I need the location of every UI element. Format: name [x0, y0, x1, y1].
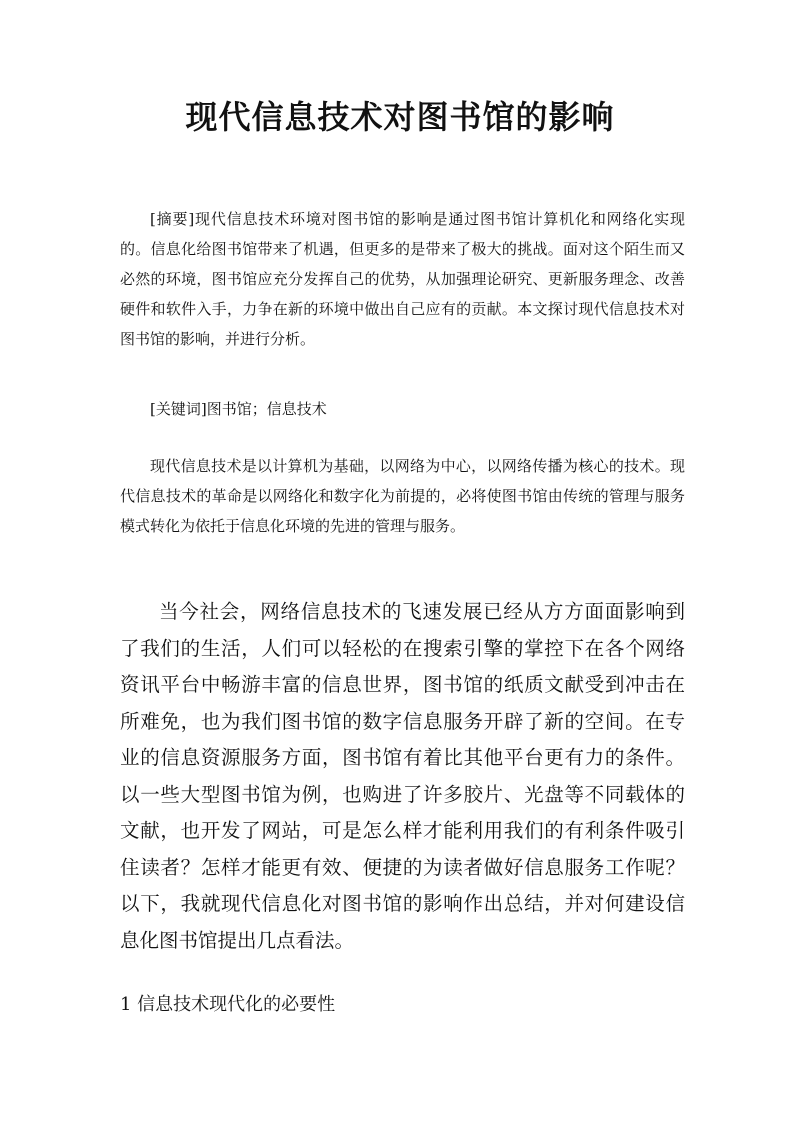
keywords-line: [关键词]图书馆；信息技术 [150, 400, 327, 418]
intro-paragraph-small: 现代信息技术是以计算机为基础，以网络为中心，以网络传播为核心的技术。现代信息技术的革命是以网络化和数字化为前提的，必将使图书馆由传统的管理与服务模式转化为依托于信息化环境的先进的管理与服务。 [120, 457, 685, 535]
abstract-paragraph: [摘要]现代信息技术环境对图书馆的影响是通过图书馆计算机化和网络化实现的。信息化给图书馆带来了机遇，但更多的是带来了极大的挑战。面对这个陌生而又必然的环境，图书馆应充分发挥自己的优势，从加强理论研究、更新服务理念、改善硬件和软件入手，力争在新的环境中做出自己应有的贡献。本文探讨现代信息技术对图书馆的影响，并进行分析。 [120, 210, 685, 348]
intro-paragraph-body: 当今社会，网络信息技术的飞速发展已经从方方面面影响到了我们的生活，人们可以轻松的在搜索引擎的掌控下在各个网络资讯平台中畅游丰富的信息世界，图书馆的纸质文献受到冲击在所难免，也为我们图书馆的数字信息服务开辟了新的空间。在专业的信息资源服务方面，图书馆有着比其他平台更有力的条件。以一些大型图书馆为例，也购进了许多胶片、光盘等不同载体的文献，也开发了网站，可是怎么样才能利用我们的有利条件吸引住读者？怎样才能更有效、便捷的为读者做好信息服务工作呢？以下，我就现代信息化对图书馆的影响作出总结，并对何建设信息化图书馆提出几点看法。 [120, 600, 685, 952]
document-title: 现代信息技术对图书馆的影响 [185, 98, 615, 136]
section-heading-1: 1 信息技术现代化的必要性 [120, 994, 336, 1015]
